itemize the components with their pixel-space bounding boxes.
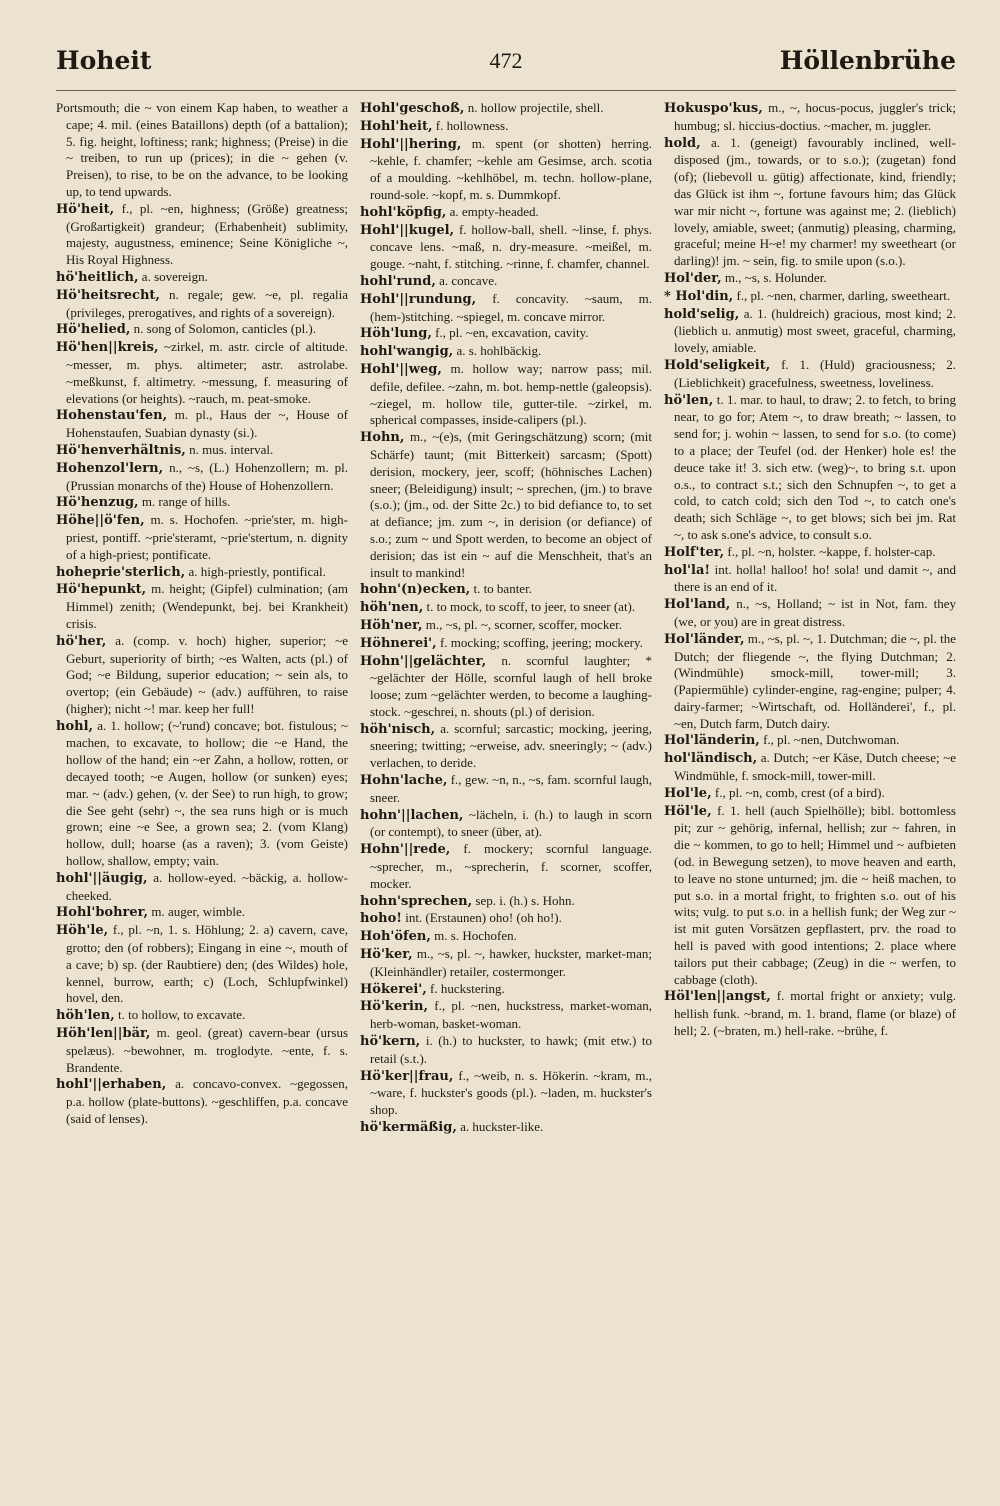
definition: m. hollow way; narrow pass; mil. defile, defilee. ~zahn, m. bot. hemp-nettle (galeopsis). ~ziegel, m. hollow tile, gutter-tile. ~zirkel, m. spherical compasses, inside-calipers (pl.). xyxy=(370,360,652,428)
headword: Hö'henzug, xyxy=(56,495,139,511)
dictionary-entry xyxy=(360,100,652,118)
definition: int. (Erstaunen) oho! (oh ho!). xyxy=(405,910,562,926)
definition: n. song of Solomon, canticles (pl.). xyxy=(133,321,317,337)
headword: hohl'köpfig, xyxy=(360,204,447,220)
dictionary-entry xyxy=(360,581,652,599)
dictionary-entry xyxy=(56,904,348,922)
definition: a. Dutch; ~er Käse, Dutch cheese; ~e Windmühle, f. smock-mill, tower-mill. xyxy=(674,750,956,784)
dictionary-entry xyxy=(360,325,652,343)
headword: Hohl'geschoß, xyxy=(360,101,465,116)
dictionary-entry xyxy=(664,135,956,270)
dictionary-entry xyxy=(664,732,956,750)
definition: f. hollowness. xyxy=(435,117,509,133)
definition: n., ~s, (L.) Hohenzollern; m. pl. (Prussian monarchs of the) House of Hohenzollern. xyxy=(66,459,348,493)
definition: m. geol. (great) cavern-bear (ursus spelæus). ~bewohner, m. troglodyte. ~ente, f. s. Brandente. xyxy=(66,1025,348,1075)
headword: Hohl'||kugel, xyxy=(360,222,455,238)
dictionary-entry xyxy=(56,718,348,870)
dictionary-entry xyxy=(56,269,348,287)
definition: m., ~s, pl. ~, 1. Dutchman; die ~, pl. the Dutch; der fliegende ~, the flying Dutchman; 2. (Windmühle) smock-mill, tower-mill; 3. (Papiermühle) cylinder-engine, rag-engine; pulper; 4. dairy-farmer; ~Wirtschaft, od. Holländerei', f., pl. ~en, Dutch farm, Dutch dairy. xyxy=(674,630,956,731)
columns xyxy=(56,100,956,1470)
dictionary-entry xyxy=(56,201,348,269)
definition: f., pl. ~nen, huckstress, market-woman, herb-woman, basket-woman. xyxy=(370,998,652,1032)
headword: hö'kermäßig, xyxy=(360,1120,457,1136)
dictionary-entry xyxy=(56,407,348,442)
headword: Holf'ter, xyxy=(664,544,725,560)
definition: m. auger, wimble. xyxy=(151,904,246,920)
dictionary-entry xyxy=(360,807,652,842)
dictionary-entry xyxy=(360,653,652,721)
headword: Hö'ker, xyxy=(360,947,413,963)
definition: f. huckstering. xyxy=(430,980,505,996)
headword: hö'kern, xyxy=(360,1034,421,1050)
definition: m., ~s, s. Holunder. xyxy=(724,269,827,285)
definition: a. huckster-like. xyxy=(460,1119,544,1135)
headword: Hohn'||rede, xyxy=(360,842,451,858)
dictionary-entry xyxy=(360,893,652,911)
headword: Höhnerei', xyxy=(360,635,437,651)
headword: hol'ländisch, xyxy=(664,751,758,767)
dictionary-entry xyxy=(360,343,652,361)
headword: Hol'le, xyxy=(664,785,712,801)
headword: hohn'(n)ecken, xyxy=(360,582,471,598)
definition: m., ~, hocus-pocus, juggler's trick; humbug; sl. hiccius-doctius. ~macher, m. juggler. xyxy=(674,100,956,133)
headword: hohn'sprechen, xyxy=(360,893,473,909)
headword: Hohenstau'fen, xyxy=(56,408,168,424)
dictionary-entry xyxy=(360,136,652,204)
headword: Hö'ker||frau, xyxy=(360,1068,454,1084)
dictionary-entry xyxy=(56,870,348,905)
definition: a. (comp. v. hoch) higher, superior; ~e Geburt, superiority of birth; ~es Walten, acts (pl.) of God; ~e Bildung, superior education; ~ sein als, to overtop; (ein Gebäude) ~ (adv.) aufführen, to raise (higher); nicht ~! mar. keep her full! xyxy=(66,632,348,716)
dictionary-entry xyxy=(360,998,652,1033)
definition: t. to hollow, to excavate. xyxy=(118,1007,246,1023)
dictionary-entry xyxy=(360,946,652,981)
headword: Hokuspo'kus, xyxy=(664,101,763,116)
definition: m., ~s, pl. ~, hawker, huckster, market-man; (Kleinhändler) retailer, costermonger. xyxy=(370,946,652,979)
dictionary-entry xyxy=(56,581,348,632)
dictionary-entry xyxy=(664,785,956,803)
definition: m. height; (Gipfel) culmination; (am Himmel) zenith; (Wendepunkt, bej. bei Krankheit) crisis. xyxy=(66,581,348,631)
dictionary-entry xyxy=(360,841,652,892)
dictionary-entry xyxy=(360,222,652,273)
headword: Hohenzol'lern, xyxy=(56,460,164,476)
definition: ~lächeln, i. (h.) to laugh in scorn (or contempt), to sneer (über, at). xyxy=(370,806,652,840)
definition: int. holla! halloo! ho! sola! und damit ~, and there is an end of it. xyxy=(674,561,956,595)
definition: t. to mock, to scoff, to jeer, to sneer (at). xyxy=(426,599,636,615)
headword: hoho! xyxy=(360,911,402,927)
definition: sep. i. (h.) s. Hohn. xyxy=(475,892,575,908)
definition: f., pl. ~nen, Dutchwoman. xyxy=(763,732,900,748)
dictionary-entry xyxy=(360,204,652,222)
dictionary-entry xyxy=(664,392,956,544)
dictionary-entry xyxy=(56,100,348,201)
dictionary-entry xyxy=(360,617,652,635)
definition: n., ~s, Holland; ~ ist in Not, fam. they (we, or you) are in great distress. xyxy=(674,596,956,629)
headword: Hold'seligkeit, xyxy=(664,357,771,373)
definition: f. mortal fright or anxiety; vulg. hellish funk. ~brand, m. 1. brand, flame (or blaze) of hell; 2. (~braten, m.) hell-rake. ~brühe, f. xyxy=(674,988,956,1039)
definition: f., pl. ~en, excavation, cavity. xyxy=(435,325,589,341)
dictionary-entry xyxy=(360,273,652,291)
headword: hohn'||lachen, xyxy=(360,807,464,823)
dictionary-entry xyxy=(664,544,956,562)
definition: a. scornful; sarcastic; mocking, jeering, sneering; twitting; ~erweise, adv. sneeringly; ~ (adv.) verlachen, to deride. xyxy=(370,720,652,771)
running-head-right: Höllenbrühe xyxy=(779,46,956,75)
dictionary-entry xyxy=(664,596,956,631)
definition: m. s. Hochofen. xyxy=(434,928,517,944)
page-number: 472 xyxy=(489,48,523,73)
dictionary-entry xyxy=(664,803,956,989)
dictionary-entry xyxy=(56,633,348,718)
dictionary-entry xyxy=(360,599,652,617)
headword: Hol'länder, xyxy=(664,631,745,647)
headword: Hohn'lache, xyxy=(360,773,448,789)
dictionary-entry xyxy=(360,772,652,807)
dictionary-entry xyxy=(56,512,348,563)
headword: * Hol'din, xyxy=(664,288,734,304)
definition: m. spent (or shotten) herring. ~kehle, f. chamfer; ~kehle am Gesimse, arch. scotia of a moulding. ~kehlhöbel, m. techn. hollow-plane, round-sole. ~kopf, m. s. Dummkopf. xyxy=(370,135,652,202)
column-3 xyxy=(664,100,956,1470)
definition: i. (h.) to huckster, to hawk; (mit etw.) to retail (s.t.). xyxy=(370,1033,652,1066)
dictionary-entry xyxy=(664,270,956,288)
definition: a. sovereign. xyxy=(141,268,208,284)
definition: a. s. hohlbäckig. xyxy=(456,343,542,359)
dictionary-entry xyxy=(56,922,348,1007)
definition: f., pl. ~en, highness; (Größe) greatness; (Großartigkeit) grandeur; (Erhabenheit) sublimity, majesty, augustness, eminence; Seine Königliche ~, His Royal Highness. xyxy=(66,200,348,268)
dictionary-entry xyxy=(56,321,348,339)
headword: hohepriе'sterlich, xyxy=(56,564,186,580)
definition: f., pl. ~nen, charmer, darling, sweetheart. xyxy=(736,287,951,303)
headword: hohl'rund, xyxy=(360,273,436,289)
dictionary-entry xyxy=(664,100,956,135)
definition: f., ~weib, n. s. Hökerin. ~kram, m., ~ware, f. huckster's goods (pl.). ~laden, m. huckster's shop. xyxy=(370,1067,652,1118)
definition: n. scornful laughter; * ~gelächter der Hölle, scornful laugh of hell broke loose; zum ~gelächter werden, to become a laughing-stock. ~geschrei, n. shouts (pl.) of derision. xyxy=(370,652,652,719)
definition: a. 1. hollow; (~'rund) concave; bot. fistulous; ~ machen, to excavate, to hollow; die ~e Hand, the hollow of the hand; ein ~er Zahn, a hollow, rotten, or decayed tooth; ~e Augen, hollow (or sunken) eyes; mar. ~ (adv.) gehen, (v. der See) to run high, to grow; die See geht (sehr) ~, the sea runs high or is much grown; eine ~e See, a grown sea; 2. (vom Klang) hollow, dull; hoarse (as a raven); 3. (vom Geiste) hollow, shallow, empty; vain. xyxy=(66,717,348,869)
definition: a. concavo-convex. ~gegossen, p.a. hollow (plate-buttons). ~geschliffen, p.a. concave (said of lenses). xyxy=(66,1076,348,1127)
headword: Hoh'öfen, xyxy=(360,929,431,945)
headword: hold'selig, xyxy=(664,306,740,322)
definition: m. range of hills. xyxy=(141,494,231,510)
definition: f., pl. ~n, 1. s. Höhlung; 2. a) cavern, cave, grotto; den (of robbers); Eingang in eine ~, mouth of a cave; b) sp. (der Raubtiere) den; (des Wildes) hole, kennel, burrow, earth; c) (Loch, Schlupfwinkel) hovel, den. xyxy=(66,922,348,1006)
dictionary-entry xyxy=(664,288,956,306)
dictionary-entry xyxy=(360,928,652,946)
headword: Höh'le, xyxy=(56,923,109,939)
definition: t. to banter. xyxy=(473,581,532,597)
headword: hö'her, xyxy=(56,633,107,649)
dictionary-entry xyxy=(664,562,956,597)
dictionary-entry xyxy=(360,429,652,581)
definition: f., pl. ~n, comb, crest (of a bird). xyxy=(714,784,885,800)
headword: Hohl'heit, xyxy=(360,118,433,134)
definition: f. mockery; scornful language. ~sprecher, m., ~sprecherin, f. scorner, scoffer, mocker. xyxy=(370,841,652,891)
headword: hol'la! xyxy=(664,562,711,578)
definition: a. concave. xyxy=(439,272,498,288)
headword: höh'nisch, xyxy=(360,721,436,737)
definition: m., ~(e)s, (mit Geringschätzung) scorn; (mit Schärfe) taunt; (mit Bitterkeit) sarcasm; (Spott) derision, mockery, jeer, scoff; (höhnisches Lachen) sneer; (Beleidigung) insult; ~ sprechen, (jm.) to brave (s.o.); (jm., od. der Sitte 2c.) to bid defiance to, to set at defiance; jm. zum ~, in derision (or defiance) of s.o.; zum ~ und Spott werden, to become an object of derision; das ist ein ~ auf die Menschheit, that's an insult to mankind! xyxy=(370,429,652,580)
headword: Höl'le, xyxy=(664,803,712,819)
running-head-left: Hoheit xyxy=(56,46,152,75)
definition: n. mus. interval. xyxy=(189,441,274,457)
dictionary-entry xyxy=(360,1068,652,1119)
definition: Portsmouth; die ~ von einem Kap haben, to weather a cape; 4. mil. (eines Bataillons) depth (of a battalion); 5. fig. height, loftiness; rank; highness; (Preise) in die ~ treiben, to run up (prices); in die ~ gehen (v. Preisen), to rise, to be on the advance, to be looking up, to tend upwards. xyxy=(56,100,348,199)
headword: Hö'helied, xyxy=(56,322,131,338)
definition: f. mocking; scoffing, jeering; mockery. xyxy=(439,634,643,650)
headword: Hö'kerin, xyxy=(360,999,428,1015)
headword: hö'len, xyxy=(664,392,714,408)
dictionary-entry xyxy=(56,442,348,460)
dictionary-entry xyxy=(664,750,956,785)
headword: höh'nen, xyxy=(360,600,424,616)
definition: f. concavity. ~saum, m. (hem-)stitching. ~spiegel, m. concave mirror. xyxy=(370,290,652,324)
headword: Hohl'bohrer, xyxy=(56,905,149,921)
headword: Höh'lung, xyxy=(360,326,432,342)
dictionary-entry xyxy=(664,631,956,733)
definition: f. 1. (Huld) graciousness; 2. (Lieblichkeit) gracefulness, sweetness, loveliness. xyxy=(674,356,956,390)
page-header xyxy=(56,40,956,91)
definition: f., pl. ~n, holster. ~kappe, f. holster-cap. xyxy=(727,543,936,559)
definition: t. 1. mar. to haul, to draw; 2. to fetch, to bring near, to go for; Atem ~, to draw breath; ~ lassen, to send for; j. wohin ~ lassen, to send for s.o. (to come) to a place; der Teufel (od. der Henker) hole es! the deuce take it! 3. sich etw. (weg)~, to bring s.t. upon o.s., to contract s.t.; sich den Schnupfen ~, to get a cold, to catch cold; sich den Tod ~, to catch one's death; sich Schläge ~, to get blows; sich bei jm. Rat ~, to ask s.one's advice, to consult s.o. xyxy=(674,391,956,542)
column-1 xyxy=(56,100,348,1470)
headword: hohl'||äugig, xyxy=(56,870,148,886)
headword: Hohl'||weg, xyxy=(360,361,442,377)
dictionary-entry xyxy=(360,635,652,653)
definition: n. hollow projectile, shell. xyxy=(467,100,604,115)
headword: Hol'länderin, xyxy=(664,733,760,749)
dictionary-entry xyxy=(360,361,652,429)
headword: hold, xyxy=(664,135,701,151)
dictionary-entry xyxy=(360,118,652,136)
headword: Hö'henverhältnis, xyxy=(56,442,186,458)
dictionary-entry xyxy=(56,1025,348,1076)
headword: Hohn, xyxy=(360,430,405,446)
headword: Hö'hepunkt, xyxy=(56,582,147,598)
definition: a. high-priestly, pontifical. xyxy=(188,563,326,579)
definition: f., gew. ~n, n., ~s, fam. scornful laugh, sneer. xyxy=(370,772,652,805)
headword: Hol'land, xyxy=(664,597,731,613)
headword: Höl'len||angst, xyxy=(664,989,771,1005)
dictionary-entry xyxy=(56,494,348,512)
headword: Hol'der, xyxy=(664,270,722,286)
dictionary-entry xyxy=(56,564,348,582)
headword: Höh'ner, xyxy=(360,617,423,633)
dictionary-page xyxy=(56,40,956,1470)
definition: m., ~s, pl. ~, scorner, scoffer, mocker. xyxy=(425,616,622,632)
headword: hohl'||erhaben, xyxy=(56,1077,167,1093)
headword: Höh'len||bär, xyxy=(56,1026,151,1042)
definition: m. s. Hochofen. ~prie'ster, m. high-priest, pontiff. ~prie'steramt, ~prie'stertum, n. dignity of a high-priest; pontificate. xyxy=(66,512,348,562)
definition: a. hollow-eyed. ~bäckig, a. hollow-cheeked. xyxy=(66,869,348,903)
headword: Hökerei', xyxy=(360,981,427,997)
dictionary-entry xyxy=(664,357,956,392)
dictionary-entry xyxy=(360,721,652,772)
dictionary-entry xyxy=(664,988,956,1039)
dictionary-entry xyxy=(56,460,348,495)
definition: f. 1. hell (auch Spielhölle); bibl. bottomless pit; zur ~ gehörig, infernal, hellish; zur ~ fahren, in die ~ kommen, to go to hell; Himmel und ~ aufbieten (od. in Bewegung setzen), to move heaven and earth, to leave no stone unturned; jm. die ~ heiß machen, to put s.o. in a mortal fright, to frighten s.o. out of his wits; vulg. to put s.o. in a hellish funk; der Weg zur ~ ist mit guten Vorsätzen gepflastert, prv. the road to hell is paved with good intentions; 2. place where tailors put their cabbage; (Zeug) in die ~ werfen, to cabbage (cloth). xyxy=(674,802,956,987)
definition: ~zirkel, m. astr. circle of altitude. ~messer, m. phys. altimeter; astr. astrolabe. ~meßkunst, f. altimetry. ~messung, f. measuring of elevations (or heights). ~rauch, m. peat-smoke. xyxy=(66,339,348,406)
definition: m. pl., Haus der ~, House of Hohenstaufen, Suabian dynasty (si.). xyxy=(66,407,348,441)
definition: n. regale; gew. ~e, pl. regalia (privileges, prerogatives, and rights of a sovereign). xyxy=(66,286,348,320)
dictionary-entry xyxy=(56,287,348,322)
dictionary-entry xyxy=(360,981,652,999)
definition: a. empty-headed. xyxy=(449,203,539,219)
column-2 xyxy=(360,100,652,1470)
dictionary-entry xyxy=(56,339,348,407)
dictionary-entry xyxy=(664,306,956,357)
headword: Höhe||ö'fen, xyxy=(56,513,145,529)
headword: Hohl'||rundung, xyxy=(360,291,477,307)
dictionary-entry xyxy=(56,1007,348,1025)
headword: hohl'wangig, xyxy=(360,344,454,360)
definition: f. hollow-ball, shell. ~linse, f. phys. concave lens. ~maß, n. dry-measure. ~meißel, m. gouge. ~naht, f. stitching. ~rinne, f. chamfer, channel. xyxy=(370,221,652,272)
definition: a. 1. (geneigt) favourably inclined, well-disposed (jm., towards, or to s.o.); (zugetan) fond (of); (liebevoll u. gütig) affectionate, kind, friendly; das Glück ist ihm ~, fortune favours him; das Glück war mir nicht ~, fortune was against me; 2. (lieblich) lovely, amiable, sweet; (anmutig) pleasing, charming, graceful; meine H~e! my charmer! my sweetheart (or darling)! jm. ~ sein, fig. to smile upon (s.o.). xyxy=(674,134,956,269)
dictionary-entry xyxy=(56,1076,348,1127)
dictionary-entry xyxy=(360,291,652,326)
headword: hohl, xyxy=(56,718,94,734)
headword: Hö'heit, xyxy=(56,201,115,217)
headword: Hohl'||hering, xyxy=(360,136,462,152)
headword: Hö'heitsrecht, xyxy=(56,287,160,303)
headword: Hohn'||gelächter, xyxy=(360,653,487,669)
dictionary-entry xyxy=(360,1119,652,1137)
dictionary-entry xyxy=(360,910,652,928)
headword: Hö'hen||kreis, xyxy=(56,340,159,356)
dictionary-entry xyxy=(360,1033,652,1068)
headword: höh'len, xyxy=(56,1008,115,1024)
definition: a. 1. (huldreich) gracious, most kind; 2. (lieblich u. anmutig) most sweet, graceful, charming, lovely, amiable. xyxy=(674,305,956,356)
headword: hö'heitlich, xyxy=(56,269,139,285)
